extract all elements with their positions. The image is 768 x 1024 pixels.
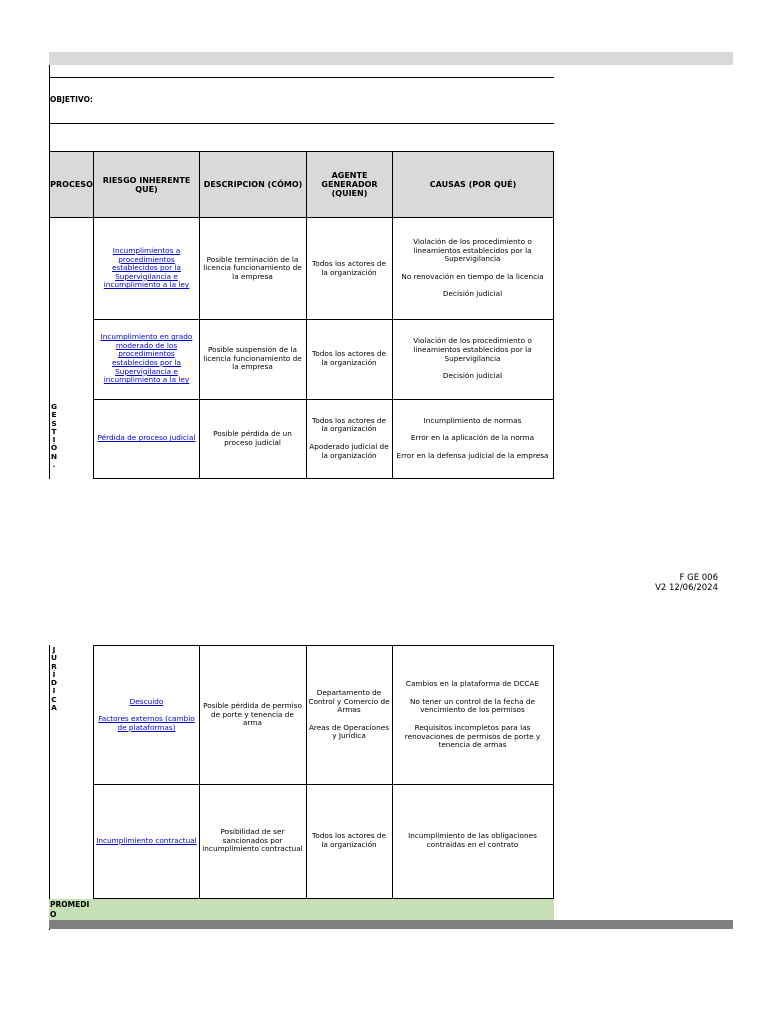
table-row-4-descripcion: Posible pérdida de permiso de porte y tenencia de arma xyxy=(199,646,307,785)
promedio-label: PROMEDIO xyxy=(50,900,90,919)
header-proceso: PROCESO xyxy=(49,151,94,218)
table-row-5-descripcion: Posibilidad de ser sancionados por incumplimiento contractual xyxy=(199,784,307,899)
table-row-1-causas: Violación de los procedimiento o lineamientos establecidos por la Supervigilancia No renovación en tiempo de la licencia Decisión judicial xyxy=(392,218,554,320)
table-row-4-causas: Cambios en la plataforma de DCCAE No tener un control de la fecha de vencimiento de los permisos Requisitos incompletos para las renovaciones de permisos de porte y tenencia de armas xyxy=(392,646,554,785)
objective-label: OBJETIVO: xyxy=(50,95,93,104)
risk-link[interactable]: Pérdida de proceso judicial xyxy=(97,433,196,443)
table-row-4-agente: Departamento de Control y Comercio de Armas Areas de Operaciones y Jurídica xyxy=(306,646,393,785)
table-row-1-descripcion: Posible terminación de la licencia funcionamiento de la empresa xyxy=(199,218,307,320)
process-label-gestion: G E S T I Ó N . xyxy=(50,403,58,470)
process-label-juridica: J U R Í D I C A xyxy=(50,645,58,713)
rule xyxy=(49,77,554,78)
form-code: F GE 006 V2 12/06/2024 xyxy=(655,573,718,593)
table-row-2-descripcion: Posible suspensión de la licencia funcionamiento de la empresa xyxy=(199,319,307,400)
table-row-1-agente: Todos los actores de la organización xyxy=(306,218,393,320)
risk-link[interactable]: Incumplimientos a procedimientos establecidos por la Supervigilancia e incumplimiento a la ley xyxy=(103,246,190,290)
table-row-1-riesgo xyxy=(93,218,200,320)
table-row-2-causas: Violación de los procedimiento o lineamientos establecidos por la Supervigilancia Decisión judicial xyxy=(392,319,554,400)
promedio-row xyxy=(49,899,554,920)
rule xyxy=(49,123,554,124)
header-agente: AGENTE GENERADOR (QUIEN) xyxy=(306,151,393,218)
header-riesgo: RIESGO INHERENTE QUE) xyxy=(93,151,200,218)
table-row-3-causas: Incumplimiento de normas Error en la aplicación de la norma Error en la defensa judicial de la empresa xyxy=(392,399,554,479)
header-causas: CAUSAS (POR QUÉ) xyxy=(392,151,554,218)
table-row-2-agente: Todos los actores de la organización xyxy=(306,319,393,400)
bottom-bar xyxy=(49,920,733,929)
table-row-5-riesgo xyxy=(93,784,200,899)
header-descripcion: DESCRIPCION (CÓMO) xyxy=(199,151,307,218)
table-row-5-causas: Incumplimiento de las obligaciones contraidas en el contrato xyxy=(392,784,554,899)
risk-link[interactable]: Incumplimiento en grado moderado de los procedimientos establecidos por la Supervigilancia e incumplimiento a la ley xyxy=(100,332,193,385)
top-bar xyxy=(49,52,733,65)
risk-link[interactable]: Factores externos (cambio de plataformas) xyxy=(98,714,195,732)
table-row-3-descripcion: Posible pérdida de un proceso judicial xyxy=(199,399,307,479)
table-row-3-agente: Todos los actores de la organización Apoderado judicial de la organización xyxy=(306,399,393,479)
table-row-5-agente: Todos los actores de la organización xyxy=(306,784,393,899)
table-row-3-riesgo xyxy=(93,399,200,479)
table-row-2-riesgo xyxy=(93,319,200,400)
risk-link[interactable]: Incumplimiento contractual xyxy=(96,835,197,845)
risk-link[interactable]: Descuido xyxy=(129,696,164,706)
table-row-4-riesgo xyxy=(93,646,200,785)
